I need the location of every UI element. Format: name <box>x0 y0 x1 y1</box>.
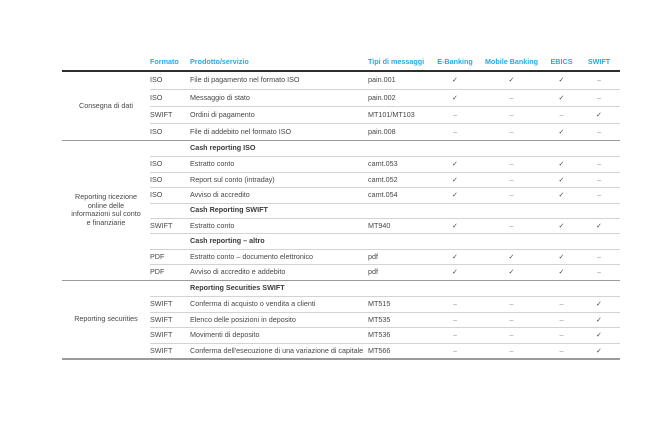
table-row <box>150 312 620 328</box>
cell-e-banking: – <box>453 126 457 136</box>
cell-formato: SWIFT <box>150 299 173 309</box>
cell-prodotto: Elenco delle posizioni in deposito <box>190 314 296 324</box>
column-header-formato: Formato <box>150 57 179 67</box>
cell-prodotto: Conferma di acquisto o vendita a clienti <box>190 299 316 309</box>
cell-formato: SWIFT <box>150 314 173 324</box>
section-reporting-securities <box>62 281 620 361</box>
cell-mobile-banking: – <box>509 159 514 169</box>
section-consegna-di-dati <box>62 72 620 141</box>
cell-e-banking: – <box>453 299 457 309</box>
cell-tipo-messaggio: MT536 <box>368 330 391 340</box>
cell-e-banking: – <box>453 330 457 340</box>
cell-mobile-banking: – <box>509 345 514 355</box>
services-matrix-table <box>62 55 620 360</box>
cell-tipo-messaggio: MT101/MT103 <box>368 109 415 119</box>
cell-swift: ✓ <box>595 330 603 340</box>
table-row <box>150 327 620 343</box>
cell-formato: SWIFT <box>150 109 173 119</box>
cell-e-banking: ✓ <box>451 267 459 276</box>
cell-swift: ✓ <box>595 314 603 324</box>
cell-swift: – <box>597 126 601 136</box>
cell-prodotto: Report sul conto (intraday) <box>190 174 275 184</box>
cell-swift: ✓ <box>595 345 603 355</box>
cell-prodotto: Estratto conto <box>190 220 235 230</box>
cell-ebics: ✓ <box>558 159 565 169</box>
cell-e-banking: ✓ <box>451 190 459 200</box>
column-header-prodotto-servizio: Prodotto/servizio <box>190 57 249 67</box>
cell-prodotto: File di pagamento nel formato ISO <box>190 75 300 85</box>
cell-swift: – <box>597 251 601 261</box>
cell-mobile-banking: – <box>509 299 514 309</box>
cell-prodotto: Avviso di accredito e addebito <box>190 267 286 276</box>
table-row <box>150 89 620 106</box>
cell-tipo-messaggio: pdf <box>368 267 378 276</box>
cell-e-banking: ✓ <box>451 220 459 230</box>
cell-tipo-messaggio: MT940 <box>368 220 391 230</box>
cell-prodotto: Conferma dell'esecuzione di una variazione di capitale <box>190 345 364 355</box>
column-header-swift: SWIFT <box>587 57 611 67</box>
subheader-label: Reporting Securities SWIFT <box>190 282 285 292</box>
cell-ebics: ✓ <box>558 251 565 261</box>
cell-tipo-messaggio: camt.053 <box>368 159 398 169</box>
cell-tipo-messaggio: MT515 <box>368 299 391 309</box>
cell-prodotto: Estratto conto <box>190 159 235 169</box>
table-row <box>150 106 620 123</box>
cell-mobile-banking: – <box>509 314 514 324</box>
table-row <box>150 172 620 187</box>
cell-ebics: – <box>559 299 564 309</box>
cell-ebics: ✓ <box>558 126 565 136</box>
cell-formato: ISO <box>150 159 163 169</box>
cell-formato: SWIFT <box>150 220 173 230</box>
table-row <box>150 296 620 312</box>
column-header-mobile-banking: Mobile Banking <box>484 57 539 67</box>
cell-e-banking: – <box>453 314 457 324</box>
cell-tipo-messaggio: MT535 <box>368 314 391 324</box>
cell-tipo-messaggio: camt.052 <box>368 174 398 184</box>
table-header-row <box>62 55 620 72</box>
cell-swift: ✓ <box>595 109 603 119</box>
group-label: Reporting securities <box>74 314 138 324</box>
table-row <box>150 156 620 171</box>
cell-formato: ISO <box>150 126 163 136</box>
cell-swift: ✓ <box>595 220 603 230</box>
section-reporting-ricezione <box>62 141 620 281</box>
cell-tipo-messaggio: camt.054 <box>368 190 398 200</box>
cell-e-banking: ✓ <box>451 92 459 102</box>
cell-e-banking: – <box>453 109 457 119</box>
cell-ebics: ✓ <box>558 220 565 230</box>
cell-formato: SWIFT <box>150 345 173 355</box>
table-subheader-row <box>150 141 620 156</box>
cell-swift: – <box>597 174 601 184</box>
table-row <box>150 218 620 233</box>
group-label: Reporting ricezione online delle informazioni sul conto e finanziarie <box>71 191 141 227</box>
cell-prodotto: File di addebito nel formato ISO <box>190 126 292 136</box>
cell-tipo-messaggio: pain.008 <box>368 126 396 136</box>
group-label: Consegna di dati <box>79 100 133 110</box>
column-header-ebics: EBICS <box>550 57 573 67</box>
cell-formato: PDF <box>150 251 165 261</box>
cell-formato: ISO <box>150 190 163 200</box>
cell-tipo-messaggio: pain.002 <box>368 92 396 102</box>
table-row <box>150 343 620 359</box>
cell-mobile-banking: – <box>509 330 514 340</box>
cell-prodotto: Ordini di pagamento <box>190 109 255 119</box>
column-header-e-banking: E-Banking <box>437 57 473 67</box>
cell-ebics: ✓ <box>558 190 565 200</box>
subheader-label: Cash Reporting SWIFT <box>190 205 268 215</box>
cell-prodotto: Estratto conto – documento elettronico <box>190 251 314 261</box>
cell-mobile-banking: – <box>509 174 514 184</box>
cell-swift: – <box>597 159 601 169</box>
cell-mobile-banking: – <box>509 220 514 230</box>
cell-swift: – <box>597 92 601 102</box>
cell-tipo-messaggio: pdf <box>368 251 378 261</box>
table-subheader-row <box>150 203 620 218</box>
cell-ebics: ✓ <box>558 75 565 85</box>
table-row <box>150 264 620 279</box>
cell-formato: ISO <box>150 75 163 85</box>
cell-swift: – <box>597 267 601 276</box>
cell-mobile-banking: ✓ <box>508 75 515 85</box>
table-subheader-row <box>150 233 620 248</box>
cell-ebics: ✓ <box>558 92 565 102</box>
cell-formato: SWIFT <box>150 330 173 340</box>
cell-ebics: ✓ <box>558 267 565 276</box>
cell-tipo-messaggio: MT566 <box>368 345 391 355</box>
cell-swift: – <box>597 190 601 200</box>
cell-formato: PDF <box>150 267 165 276</box>
column-header-tipi-di-messaggi: Tipi di messaggi <box>368 57 425 67</box>
cell-prodotto: Movimenti di deposito <box>190 330 260 340</box>
table-row <box>150 249 620 264</box>
cell-mobile-banking: – <box>509 126 514 136</box>
cell-formato: ISO <box>150 92 163 102</box>
table-row <box>150 123 620 140</box>
cell-ebics: ✓ <box>558 174 565 184</box>
cell-mobile-banking: ✓ <box>508 251 515 261</box>
cell-mobile-banking: – <box>509 190 514 200</box>
subheader-label: Cash reporting ISO <box>190 143 256 153</box>
table-row <box>150 72 620 89</box>
cell-mobile-banking: – <box>509 109 514 119</box>
subheader-label: Cash reporting – altro <box>190 236 265 246</box>
cell-ebics: – <box>559 314 564 324</box>
table-row <box>150 187 620 202</box>
cell-e-banking: – <box>453 345 457 355</box>
cell-mobile-banking: – <box>509 92 514 102</box>
cell-ebics: – <box>559 109 564 119</box>
cell-swift: ✓ <box>595 299 603 309</box>
cell-formato: ISO <box>150 174 163 184</box>
cell-ebics: – <box>559 345 564 355</box>
cell-e-banking: ✓ <box>451 174 459 184</box>
table-subheader-row <box>150 281 620 297</box>
cell-mobile-banking: ✓ <box>508 267 515 276</box>
cell-e-banking: ✓ <box>451 159 459 169</box>
cell-prodotto: Messaggio di stato <box>190 92 250 102</box>
cell-swift: – <box>597 75 601 85</box>
cell-e-banking: ✓ <box>451 75 459 85</box>
cell-tipo-messaggio: pain.001 <box>368 75 396 85</box>
cell-prodotto: Avviso di accredito <box>190 190 250 200</box>
cell-e-banking: ✓ <box>451 251 459 261</box>
cell-ebics: – <box>559 330 564 340</box>
